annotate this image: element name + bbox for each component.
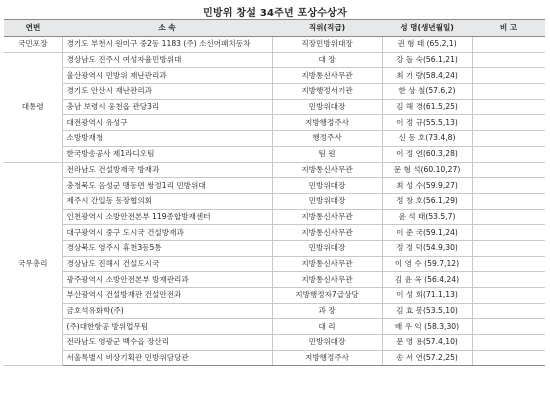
org-cell: 금호석유화학(주) <box>62 303 272 319</box>
table-row <box>4 84 545 100</box>
table-row <box>4 240 545 256</box>
note-cell <box>472 303 545 319</box>
name-cell: 이 준 국(59.1,24) <box>382 225 472 241</box>
table-row <box>4 178 545 194</box>
rank-cell: 민방위대장 <box>272 178 382 194</box>
rank-cell: 민방위대장 <box>272 99 382 115</box>
org-cell: 충남 보령시 웅천읍 관당3리 <box>62 99 272 115</box>
name-cell: 이 정 연(60.3,28) <box>382 146 472 162</box>
rank-cell: 직장민방위대장 <box>272 37 382 53</box>
header-rank: 직위(직급) <box>272 20 382 37</box>
name-cell: 배 우 익 (58.3,30) <box>382 319 472 335</box>
table-row <box>4 303 545 319</box>
org-cell: 광주광역시 소방안전본부 방재관리과 <box>62 272 272 288</box>
table-row <box>4 37 545 53</box>
note-cell <box>472 115 545 131</box>
org-cell: 경상북도 영주시 휴천3동5통 <box>62 240 272 256</box>
name-cell: 김 윤 옥 (56.4,24) <box>382 272 472 288</box>
note-cell <box>472 350 545 366</box>
note-cell <box>472 288 545 304</box>
note-cell <box>472 52 545 68</box>
note-cell <box>472 84 545 100</box>
table-row <box>4 162 545 178</box>
rank-cell: 대 장 <box>272 52 382 68</box>
org-cell: 한국방송공사 제1라디오팀 <box>62 146 272 162</box>
header-division: 연번 <box>4 20 62 37</box>
name-cell: 한 상 철(57.6,2) <box>382 84 472 100</box>
name-cell: 윤 석 태(53.5,7) <box>382 209 472 225</box>
note-cell <box>472 37 545 53</box>
name-cell: 이 정 규(55.5,13) <box>382 115 472 131</box>
org-cell: 대전광역시 유성구 <box>62 115 272 131</box>
org-cell: 경상남도 진주시 여성자율민방위대 <box>62 52 272 68</box>
note-cell <box>472 193 545 209</box>
page-title: 민방위 창설 34주년 포상수상자 <box>203 8 347 19</box>
note-cell <box>472 131 545 147</box>
org-cell: 경상남도 진해시 건설도시국 <box>62 256 272 272</box>
note-cell <box>472 162 545 178</box>
note-cell <box>472 178 545 194</box>
note-cell <box>472 240 545 256</box>
note-cell <box>472 256 545 272</box>
org-cell: 대구광역시 중구 도시국 건설방재과 <box>62 225 272 241</box>
group-label: 국무총리 <box>4 162 62 366</box>
rank-cell: 지방행정주사 <box>272 350 382 366</box>
table-row <box>4 288 545 304</box>
name-cell: 문 형 석(60.10,27) <box>382 162 472 178</box>
table-row <box>4 99 545 115</box>
note-cell <box>472 225 545 241</box>
name-cell: 정 정 덕(54.9,30) <box>382 240 472 256</box>
table-header-row <box>4 20 545 37</box>
name-cell: 최 기 량(58.4,24) <box>382 68 472 84</box>
note-cell <box>472 68 545 84</box>
name-cell: 권 형 태 (65.2,1) <box>382 37 472 53</box>
rank-cell: 지방행정자7급상당 <box>272 288 382 304</box>
table-row <box>4 68 545 84</box>
org-cell: 전라남도 영광군 백수읍 장산리 <box>62 335 272 351</box>
org-cell: 소방방재청 <box>62 131 272 147</box>
rank-cell: 민방위대장 <box>272 335 382 351</box>
name-cell: 정 창 호(56.1,29) <box>382 193 472 209</box>
rank-cell: 지방통신사무관 <box>272 256 382 272</box>
table-row <box>4 225 545 241</box>
note-cell <box>472 209 545 225</box>
rank-cell: 지방통신사무관 <box>272 162 382 178</box>
table-row <box>4 350 545 366</box>
header-name: 성 명(생년월일) <box>382 20 472 37</box>
note-cell <box>472 335 545 351</box>
table-row <box>4 209 545 225</box>
rank-cell: 지방통신사무관 <box>272 272 382 288</box>
org-cell: 인천광역시 소방안전본부 119종합방재센터 <box>62 209 272 225</box>
org-cell: 서울특별시 비상기획관 민방위담당관 <box>62 350 272 366</box>
name-cell: 이 영 수 (59.7,12) <box>382 256 472 272</box>
header-note: 비 고 <box>472 20 545 37</box>
table-row <box>4 115 545 131</box>
table-row <box>4 272 545 288</box>
table-row <box>4 335 545 351</box>
name-cell: 김 효 봉(53.5,10) <box>382 303 472 319</box>
rank-cell: 행정주사 <box>272 131 382 147</box>
rank-cell: 팀 원 <box>272 146 382 162</box>
org-cell: 전라남도 건설방재국 방재과 <box>62 162 272 178</box>
rank-cell: 과 장 <box>272 303 382 319</box>
table-row <box>4 52 545 68</box>
group-label: 국민포장 <box>4 37 62 53</box>
note-cell <box>472 319 545 335</box>
rank-cell: 지방통신사무관 <box>272 68 382 84</box>
rank-cell: 민방위대장 <box>272 193 382 209</box>
name-cell: 문 영 용(57.4,10) <box>382 335 472 351</box>
org-cell: 제주시 간입동 동장협의회 <box>62 193 272 209</box>
org-cell: 부산광역시 건설방재관 건설안전과 <box>62 288 272 304</box>
table-row <box>4 319 545 335</box>
note-cell <box>472 272 545 288</box>
table-row <box>4 256 545 272</box>
rank-cell: 지방통신사무관 <box>272 225 382 241</box>
org-cell: (주)대한항공 방위업무팀 <box>62 319 272 335</box>
table-row <box>4 146 545 162</box>
name-cell: 김 해 경(61.5,25) <box>382 99 472 115</box>
name-cell: 이 성 희(71.1,13) <box>382 288 472 304</box>
org-cell: 충청북도 음성군 맹동면 쌍정1리 민방위대 <box>62 178 272 194</box>
rank-cell: 지방통신사무관 <box>272 209 382 225</box>
name-cell: 최 성 수(59.9,27) <box>382 178 472 194</box>
rank-cell: 지방행정서기관 <box>272 84 382 100</box>
group-label: 대통령 <box>4 52 62 162</box>
org-cell: 경기도 부천시 원미구 중2동 1183 (주) 소신어패치동차 <box>62 37 272 53</box>
table-row <box>4 193 545 209</box>
name-cell: 신 동 호(73.4,8) <box>382 131 472 147</box>
org-cell: 울산광역시 민방위 재난관리과 <box>62 68 272 84</box>
rank-cell: 민방위대장 <box>272 240 382 256</box>
rank-cell: 대 리 <box>272 319 382 335</box>
table-row <box>4 131 545 147</box>
note-cell <box>472 99 545 115</box>
rank-cell: 지방행정주사 <box>272 115 382 131</box>
note-cell <box>472 146 545 162</box>
header-org: 소 속 <box>62 20 272 37</box>
name-cell: 강 돌 숙(56.1,21) <box>382 52 472 68</box>
org-cell: 경기도 안산시 재난관리과 <box>62 84 272 100</box>
name-cell: 송 서 연(57.2,25) <box>382 350 472 366</box>
award-table <box>4 19 545 366</box>
